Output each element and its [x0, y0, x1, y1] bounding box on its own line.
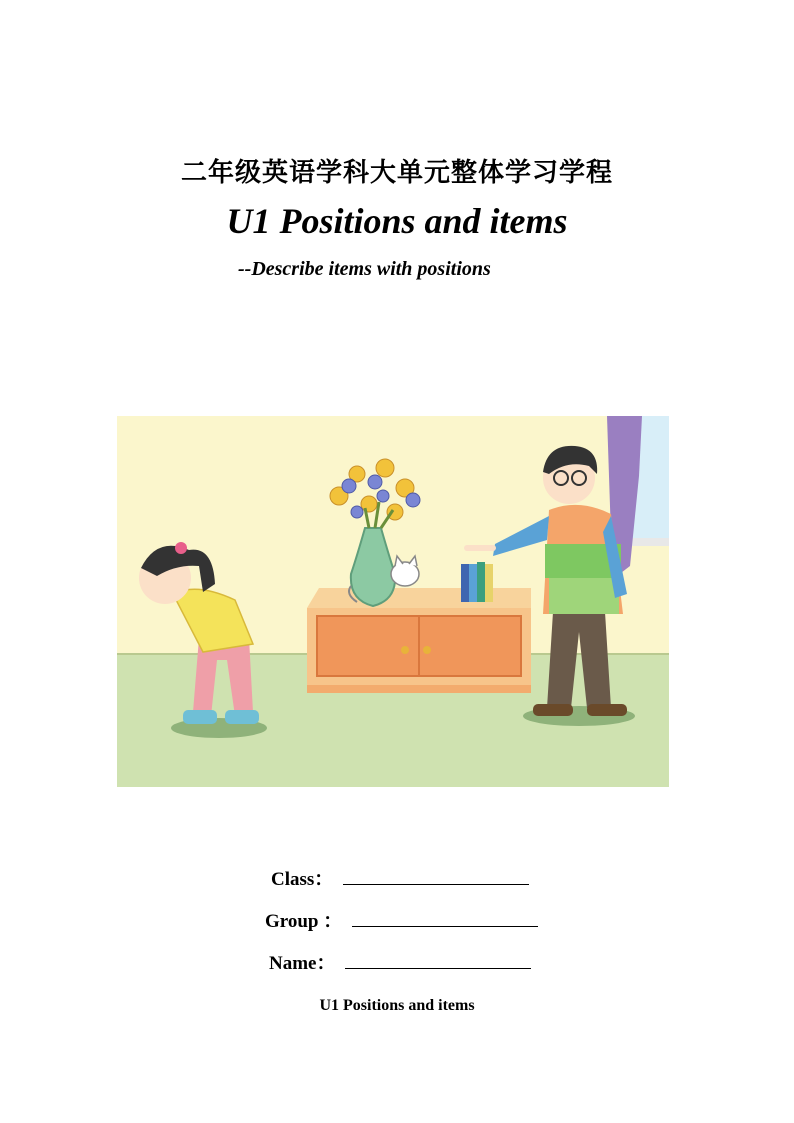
- name-label: Name：: [269, 953, 336, 974]
- name-blank-line[interactable]: [345, 950, 531, 969]
- class-label: Class：: [271, 869, 334, 890]
- chinese-course-title: 二年级英语学科大单元整体学习学程: [180, 158, 613, 188]
- books: [461, 562, 493, 602]
- unit-subtitle: --Describe items with positions: [238, 258, 491, 280]
- name-field: [269, 948, 531, 975]
- group-blank-line[interactable]: [352, 908, 538, 927]
- page-footer: U1 Positions and items: [319, 997, 475, 1014]
- cover-illustration: [117, 416, 669, 787]
- group-label: Group ：: [265, 911, 343, 932]
- cabinet: [307, 588, 531, 693]
- class-blank-line[interactable]: [343, 866, 529, 885]
- class-field: [271, 864, 529, 891]
- unit-title: U1 Positions and items: [226, 201, 568, 241]
- group-field: [265, 906, 538, 933]
